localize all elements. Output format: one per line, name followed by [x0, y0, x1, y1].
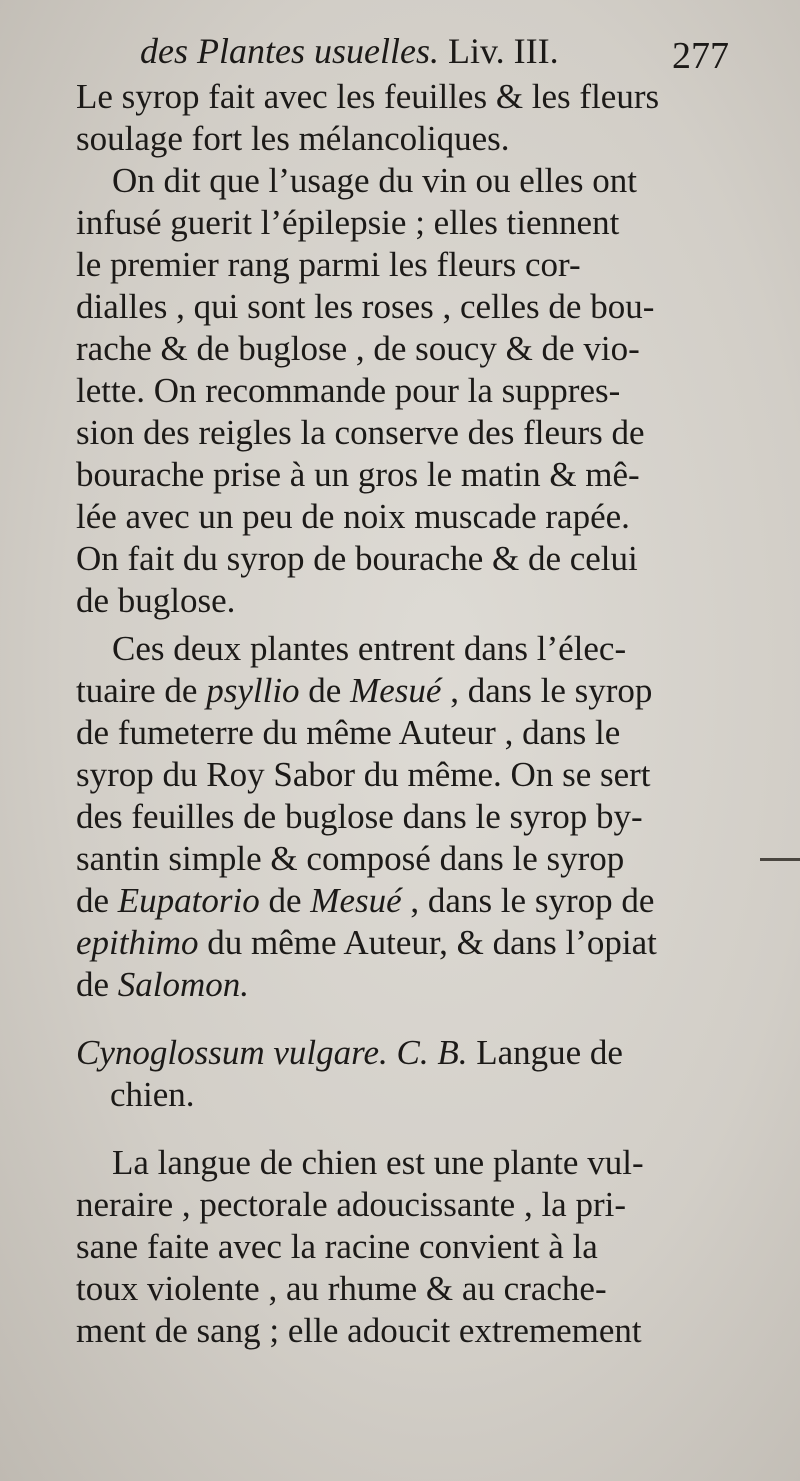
text-line: sane faite avec la racine convient à la	[76, 1227, 598, 1266]
text-line: Ces deux plantes entrent dans l’élec-	[112, 629, 627, 668]
running-head: des Plantes usuelles. Liv. III.	[140, 31, 559, 71]
text-line: de buglose.	[76, 581, 236, 620]
entry-heading: Cynoglossum vulgare. C. B. Langue de	[76, 1033, 623, 1072]
text-line: On fait du syrop de bourache & de celui	[76, 539, 638, 578]
text-line: bourache prise à un gros le matin & mê-	[76, 455, 640, 494]
page-header	[0, 30, 800, 80]
text-line: rache & de buglose , de soucy & de vio-	[76, 329, 640, 368]
text-line: infusé guerit l’épilepsie ; elles tiennent	[76, 203, 620, 242]
text-line: santin simple & composé dans le syrop	[76, 839, 625, 878]
text-line: syrop du Roy Sabor du même. On se sert	[76, 755, 651, 794]
text-line: des feuilles de buglose dans le syrop by-	[76, 797, 643, 836]
text-line: sion des reigles la conserve des fleurs de	[76, 413, 645, 452]
text-line: epithimo du même Auteur, & dans l’opiat	[76, 923, 657, 962]
text-line: de Salomon.	[76, 965, 250, 1004]
text-line: La langue de chien est une plante vul-	[112, 1143, 644, 1182]
text-line: On dit que l’usage du vin ou elles ont	[112, 161, 637, 200]
text-line: neraire , pectorale adoucissante , la pri-	[76, 1185, 627, 1224]
text-line: dialles , qui sont les roses , celles de bou-	[76, 287, 655, 326]
text-line: ment de sang ; elle adoucit extremement	[76, 1311, 642, 1350]
text-line: le premier rang parmi les fleurs cor-	[76, 245, 581, 284]
page-number: 277	[672, 35, 729, 77]
text-line: lette. On recommande pour la suppres-	[76, 371, 621, 410]
text-line: toux violente , au rhume & au crache-	[76, 1269, 607, 1308]
text-line: tuaire de psyllio de Mesué , dans le syrop	[76, 671, 653, 710]
text-line: Le syrop fait avec les feuilles & les fleurs	[76, 77, 660, 116]
text-line: chien.	[110, 1075, 195, 1114]
text-line: de Eupatorio de Mesué , dans le syrop de	[76, 881, 655, 920]
text-line: lée avec un peu de noix muscade rapée.	[76, 497, 630, 536]
text-line: de fumeterre du même Auteur , dans le	[76, 713, 621, 752]
page-edge-mark	[760, 858, 800, 861]
text-line: soulage fort les mélancoliques.	[76, 119, 510, 158]
